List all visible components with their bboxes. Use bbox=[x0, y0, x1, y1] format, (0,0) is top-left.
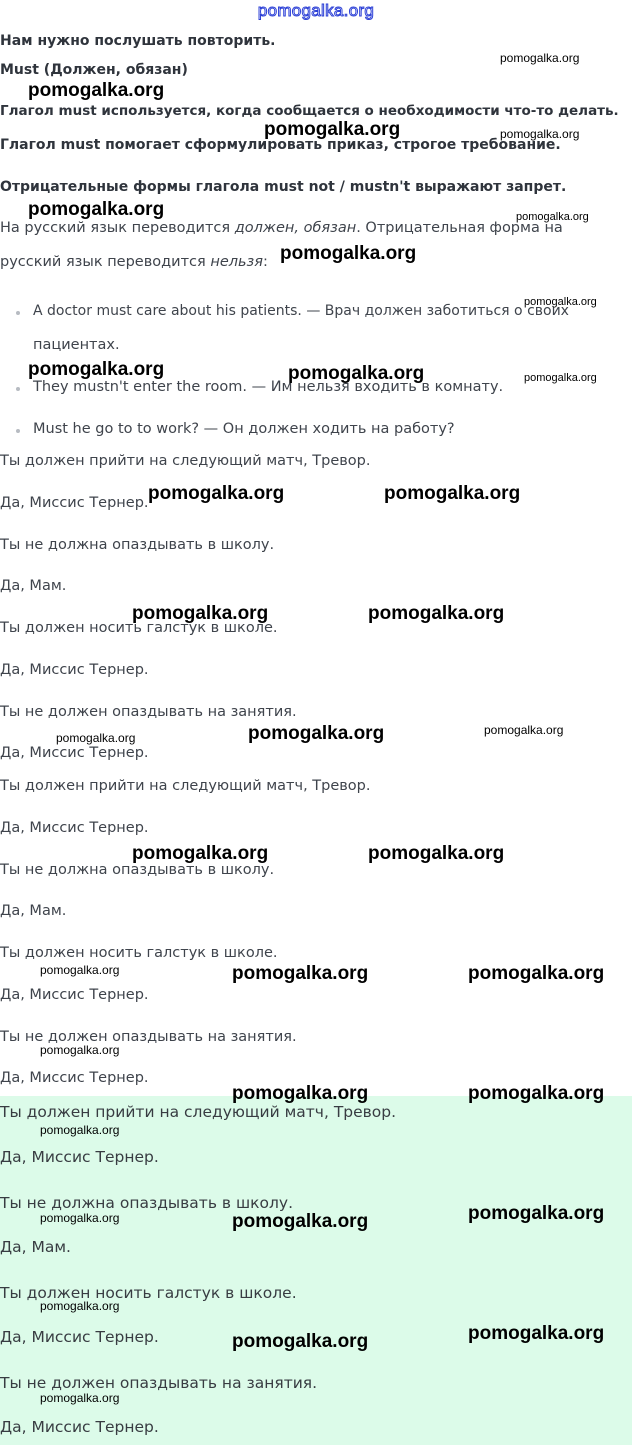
watermark: pomogalka.org bbox=[524, 372, 597, 384]
watermark: pomogalka.org bbox=[40, 1299, 120, 1313]
dialogue-line: Да, Миссис Тернер. bbox=[0, 745, 149, 761]
paragraph-line-1: На русский язык переводится должен, обязан. Отрицательная форма на bbox=[0, 220, 563, 236]
watermark: pomogalka.org bbox=[264, 119, 401, 140]
dialogue-line: Ты должен прийти на следующий матч, Тревор. bbox=[0, 1103, 397, 1121]
dialogue-line: Ты должен прийти на следующий матч, Тревор. bbox=[0, 453, 371, 469]
watermark: pomogalka.org bbox=[232, 1083, 369, 1104]
dialogue-line: Да, Миссис Тернер. bbox=[0, 662, 149, 678]
dialogue-line: Ты не должен опаздывать на занятия. bbox=[0, 1029, 297, 1045]
dialogue-line: Да, Миссис Тернер. bbox=[0, 1418, 159, 1436]
watermark: pomogalka.org bbox=[468, 1203, 605, 1224]
heading-line: Отрицательные формы глагола must not / mustn't выражают запрет. bbox=[0, 179, 567, 195]
dialogue-line: Да, Мам. bbox=[0, 903, 67, 919]
watermark: pomogalka.org bbox=[40, 1123, 120, 1137]
watermark: pomogalka.org bbox=[500, 127, 580, 141]
dialogue-line: Да, Мам. bbox=[0, 1238, 71, 1256]
watermark: pomogalka.org bbox=[368, 603, 505, 624]
dialogue-line: Да, Мам. bbox=[0, 578, 67, 594]
watermark: pomogalka.org bbox=[524, 296, 597, 308]
watermark: pomogalka.org bbox=[56, 731, 136, 745]
watermark: pomogalka.org bbox=[368, 843, 505, 864]
dialogue-line: Ты должен носить галстук в школе. bbox=[0, 1284, 297, 1302]
dialogue-line: Ты должен носить галстук в школе. bbox=[0, 620, 278, 636]
watermark: pomogalka.org bbox=[468, 1083, 605, 1104]
dialogue-line: Да, Миссис Тернер. bbox=[0, 1328, 159, 1346]
dialogue-line: Да, Миссис Тернер. bbox=[0, 1148, 159, 1166]
watermark: pomogalka.org bbox=[28, 80, 165, 101]
watermark: pomogalka.org bbox=[40, 1043, 120, 1057]
watermark: pomogalka.org bbox=[132, 843, 269, 864]
watermark: pomogalka.org bbox=[232, 1211, 369, 1232]
dialogue-line: Ты не должен опаздывать на занятия. bbox=[0, 1374, 318, 1392]
watermark: pomogalka.org bbox=[132, 603, 269, 624]
watermark: pomogalka.org bbox=[40, 1391, 120, 1405]
site-title[interactable]: pomogalka.org bbox=[257, 1, 375, 20]
bullet-dot bbox=[16, 429, 20, 433]
watermark: pomogalka.org bbox=[280, 243, 417, 264]
heading-line: Must (Должен, обязан) bbox=[0, 62, 188, 78]
heading-line: Глагол must используется, когда сообщается о необходимости что-то делать. bbox=[0, 103, 619, 119]
list-item: Must he go to to work? — Он должен ходить на работу? bbox=[33, 421, 455, 437]
dialogue-line: Ты не должна опаздывать в школу. bbox=[0, 1194, 293, 1212]
watermark: pomogalka.org bbox=[248, 723, 385, 744]
list-item: They mustn't enter the room. — Им нельзя входить в комнату. bbox=[33, 379, 504, 395]
heading-line: Глагол must помогает сформулировать приказ, строгое требование. bbox=[0, 137, 561, 153]
list-item: A doctor must care about his patients. — Врач должен заботиться о своих bbox=[33, 303, 569, 319]
dialogue-line: Ты не должна опаздывать в школу. bbox=[0, 862, 275, 878]
watermark: pomogalka.org bbox=[384, 483, 521, 504]
watermark: pomogalka.org bbox=[484, 723, 564, 737]
heading-line: Нам нужно послушать повторить. bbox=[0, 33, 276, 49]
bullet-dot bbox=[16, 311, 20, 315]
watermark: pomogalka.org bbox=[28, 359, 165, 380]
dialogue-line: Ты не должна опаздывать в школу. bbox=[0, 537, 275, 553]
paragraph-line-2: русский язык переводится нельзя: bbox=[0, 254, 268, 270]
watermark: pomogalka.org bbox=[500, 51, 580, 65]
watermark: pomogalka.org bbox=[40, 963, 120, 977]
dialogue-line: Да, Миссис Тернер. bbox=[0, 1070, 149, 1086]
watermark: pomogalka.org bbox=[468, 1323, 605, 1344]
bullet-dot bbox=[16, 387, 20, 391]
watermark: pomogalka.org bbox=[148, 483, 285, 504]
watermark: pomogalka.org bbox=[28, 199, 165, 220]
watermark: pomogalka.org bbox=[288, 363, 425, 384]
dialogue-line: Да, Миссис Тернер. bbox=[0, 495, 149, 511]
list-item-continuation: пациентах. bbox=[33, 337, 120, 353]
dialogue-line: Да, Миссис Тернер. bbox=[0, 987, 149, 1003]
dialogue-line: Ты должен прийти на следующий матч, Тревор. bbox=[0, 778, 371, 794]
watermark: pomogalka.org bbox=[232, 1331, 369, 1352]
dialogue-line: Ты не должен опаздывать на занятия. bbox=[0, 704, 297, 720]
watermark: pomogalka.org bbox=[232, 963, 369, 984]
watermark: pomogalka.org bbox=[468, 963, 605, 984]
watermark: pomogalka.org bbox=[40, 1211, 120, 1225]
dialogue-line: Да, Миссис Тернер. bbox=[0, 820, 149, 836]
dialogue-line: Ты должен носить галстук в школе. bbox=[0, 945, 278, 961]
watermark: pomogalka.org bbox=[516, 211, 589, 223]
